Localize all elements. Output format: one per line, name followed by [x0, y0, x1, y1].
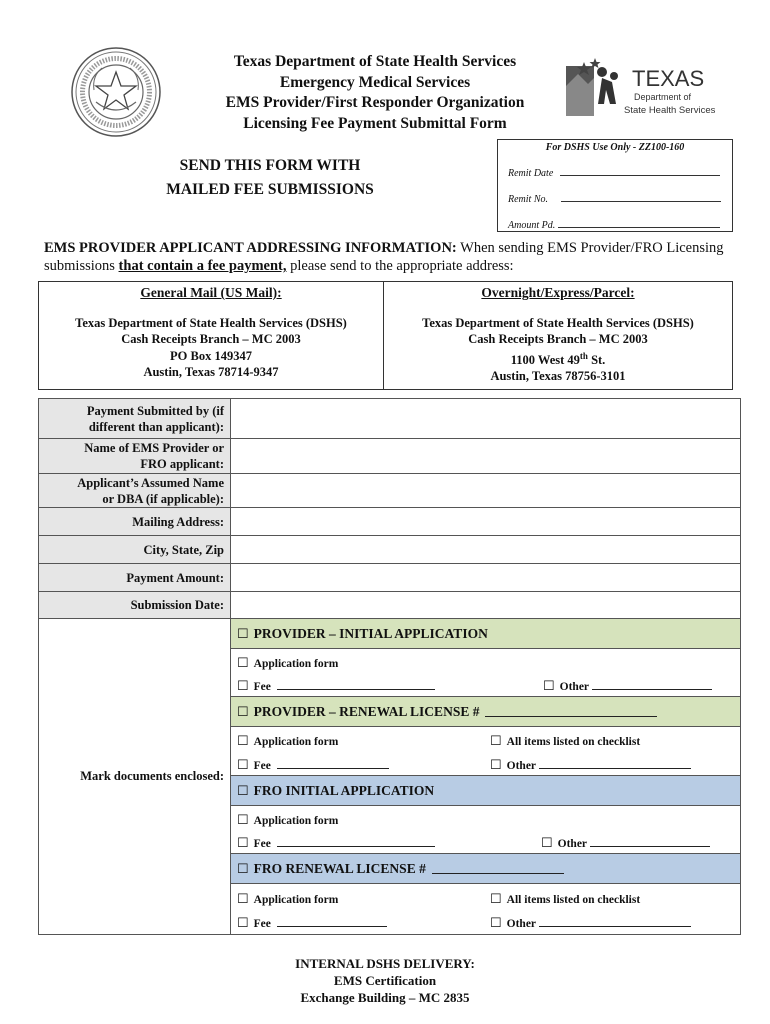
dba-input[interactable] — [231, 474, 740, 507]
addressing-heading: EMS PROVIDER APPLICANT ADDRESSING INFORMATION: — [44, 240, 457, 256]
general-addr-line-1: Texas Department of State Health Services (DSHS) — [75, 315, 347, 330]
payment-submitted-by-input[interactable] — [231, 399, 740, 438]
item-label: Application form — [253, 658, 339, 670]
fro-initial-checkbox[interactable]: ☐ — [237, 782, 249, 798]
fro-renewal-fee[interactable] — [237, 915, 387, 931]
address-table — [38, 281, 733, 390]
dshs-use-title: For DSHS Use Only - ZZ100-160 — [545, 142, 685, 153]
fro-renewal-title: FRO RENEWAL LICENSE # — [253, 860, 426, 876]
checkbox[interactable]: ☐ — [541, 835, 553, 850]
amount-paid-label: Amount Pd. — [508, 220, 556, 231]
general-mail-title: General Mail (US Mail): — [140, 285, 282, 300]
checkbox[interactable]: ☐ — [237, 835, 249, 850]
checkbox[interactable]: ☐ — [490, 757, 502, 772]
form-title-block — [180, 52, 570, 134]
addressing-emphasis: that contain a fee payment, — [118, 258, 287, 274]
texas-state-seal-icon — [70, 46, 162, 138]
remit-no-field[interactable] — [508, 193, 721, 205]
payment-form — [38, 398, 741, 935]
dba-label — [39, 474, 231, 507]
provider-name-input[interactable] — [231, 439, 740, 473]
dshs-texas-logo — [562, 56, 737, 122]
checkbox[interactable]: ☐ — [490, 891, 502, 906]
overnight-street-number: 1100 West 49 — [510, 352, 580, 367]
dba-row — [39, 474, 740, 508]
fro-initial-app-form[interactable] — [237, 812, 338, 828]
addressing-text-1: When sending EMS Provider/FRO Licensing submissions — [44, 240, 724, 274]
logo-subline-1: Department of — [634, 92, 692, 102]
overnight-addr-line-3 — [384, 348, 732, 369]
dba-label-1: Applicant’s Assumed Name — [77, 475, 224, 490]
checkbox[interactable]: ☐ — [237, 891, 249, 906]
provider-renewal-other[interactable] — [490, 757, 691, 773]
provider-name-label-2: FRO applicant: — [140, 457, 224, 471]
send-line-2: MAILED FEE SUBMISSIONS — [166, 181, 374, 198]
item-label: Other — [559, 681, 590, 693]
payment-by-label-2: different than applicant): — [88, 419, 224, 434]
provider-renewal-items — [231, 727, 740, 776]
dba-label-2: or DBA (if applicable): — [102, 491, 224, 506]
provider-name-label — [39, 439, 231, 473]
footer-line-3: Exchange Building – MC 2835 — [300, 990, 470, 1005]
footer-line-1: INTERNAL DSHS DELIVERY: — [295, 956, 475, 971]
provider-name-row — [39, 439, 740, 474]
division-name: Emergency Medical Services — [279, 73, 471, 91]
documents-enclosed-row — [39, 619, 740, 934]
item-label: Fee — [253, 918, 271, 930]
provider-initial-app-form[interactable] — [237, 655, 338, 671]
overnight-street-name: St. — [587, 352, 606, 367]
dshs-use-only-box — [497, 139, 733, 232]
fro-initial-other[interactable] — [541, 835, 710, 851]
item-label: Application form — [253, 736, 339, 748]
agency-name: Texas Department of State Health Services — [233, 53, 517, 70]
payment-amount-row — [39, 564, 740, 592]
provider-initial-other[interactable] — [543, 678, 712, 694]
addressing-info — [44, 239, 744, 275]
fro-initial-title: FRO INITIAL APPLICATION — [253, 782, 435, 798]
internal-delivery-footer — [200, 955, 570, 1006]
provider-renewal-title: PROVIDER – RENEWAL LICENSE # — [253, 703, 480, 719]
submission-date-label: Submission Date: — [39, 592, 231, 618]
mailing-address-input[interactable] — [231, 508, 740, 535]
item-label: All items listed on checklist — [506, 736, 641, 748]
fro-initial-items — [231, 806, 740, 854]
provider-renewal-checklist[interactable] — [490, 733, 640, 749]
payment-submitted-by-row — [39, 399, 740, 439]
logo-subline-2: State Health Services — [624, 105, 716, 116]
provider-name-label-1: Name of EMS Provider or — [84, 441, 224, 455]
fro-initial-header[interactable] — [231, 776, 740, 806]
checkbox[interactable]: ☐ — [490, 915, 502, 930]
checkbox[interactable]: ☐ — [543, 678, 555, 693]
send-instruction — [130, 154, 410, 202]
general-addr-line-4: Austin, Texas 78714-9347 — [143, 365, 279, 379]
addressing-text-2: please send to the appropriate address: — [286, 258, 514, 274]
provider-initial-fee[interactable] — [237, 678, 435, 694]
documents-enclosed-label: Mark documents enclosed: — [39, 619, 231, 934]
payment-amount-input[interactable] — [231, 564, 740, 591]
fro-renewal-items — [231, 884, 740, 934]
payment-by-label-1: Payment Submitted by (if — [86, 403, 224, 418]
item-label: Application form — [253, 894, 339, 906]
checkbox[interactable]: ☐ — [237, 915, 249, 930]
item-label: Application form — [253, 815, 339, 827]
provider-initial-items — [231, 649, 740, 697]
item-label: Other — [506, 918, 537, 930]
overnight-address — [384, 282, 732, 389]
payment-amount-label: Payment Amount: — [39, 564, 231, 591]
overnight-title: Overnight/Express/Parcel: — [481, 285, 635, 300]
fro-renewal-app-form[interactable] — [237, 891, 338, 907]
mailing-address-row — [39, 508, 740, 536]
provider-renewal-fee[interactable] — [237, 757, 389, 773]
form-subject: EMS Provider/First Responder Organization — [225, 94, 525, 111]
remit-no-label: Remit No. — [508, 194, 548, 205]
item-label: Fee — [253, 838, 271, 850]
city-state-zip-row — [39, 536, 740, 564]
send-line-1: SEND THIS FORM WITH — [179, 157, 361, 174]
provider-renewal-app-form[interactable] — [237, 733, 338, 749]
submission-date-row — [39, 592, 740, 619]
general-mail-address — [39, 282, 384, 389]
submission-date-input[interactable] — [231, 592, 740, 618]
payment-submitted-by-label — [39, 399, 231, 438]
provider-initial-title: PROVIDER – INITIAL APPLICATION — [253, 625, 488, 641]
item-label: Fee — [253, 681, 271, 693]
logo-wordmark: TEXAS — [632, 66, 705, 91]
item-label: Other — [506, 760, 537, 772]
fro-renewal-header[interactable] — [231, 854, 740, 884]
checkbox[interactable]: ☐ — [237, 733, 249, 748]
checkbox[interactable]: ☐ — [237, 655, 249, 670]
overnight-addr-line-4: Austin, Texas 78756-3101 — [490, 369, 626, 384]
item-label: All items listed on checklist — [506, 894, 641, 906]
documents-checklist — [231, 619, 740, 934]
checkbox[interactable]: ☐ — [237, 757, 249, 772]
fro-initial-fee[interactable] — [237, 835, 435, 851]
overnight-street-suffix: th — [579, 350, 588, 361]
city-state-zip-input[interactable] — [231, 536, 740, 563]
item-label: Other — [557, 838, 588, 850]
checkbox[interactable]: ☐ — [490, 733, 502, 748]
amount-paid-field[interactable] — [508, 219, 720, 231]
overnight-addr-line-2: Cash Receipts Branch – MC 2003 — [468, 332, 648, 346]
provider-initial-header[interactable] — [231, 619, 740, 649]
remit-date-label: Remit Date — [508, 168, 554, 179]
overnight-addr-line-1: Texas Department of State Health Services (DSHS) — [422, 315, 694, 330]
general-addr-line-3: PO Box 149347 — [170, 348, 252, 363]
city-state-zip-label: City, State, Zip — [39, 536, 231, 563]
provider-renewal-header[interactable] — [231, 697, 740, 727]
fro-renewal-checkbox[interactable]: ☐ — [237, 860, 249, 876]
checkbox[interactable]: ☐ — [237, 678, 249, 693]
mailing-address-label: Mailing Address: — [39, 508, 231, 535]
checkbox[interactable]: ☐ — [237, 812, 249, 827]
fro-renewal-checklist[interactable] — [490, 891, 640, 907]
fro-renewal-other[interactable] — [490, 915, 691, 931]
provider-initial-checkbox[interactable]: ☐ — [237, 625, 249, 641]
provider-renewal-checkbox[interactable]: ☐ — [237, 703, 249, 719]
general-addr-line-2: Cash Receipts Branch – MC 2003 — [121, 332, 301, 346]
item-label: Fee — [253, 760, 271, 772]
footer-line-2: EMS Certification — [333, 973, 437, 988]
remit-date-field[interactable] — [508, 167, 720, 179]
form-name: Licensing Fee Payment Submittal Form — [243, 114, 507, 132]
